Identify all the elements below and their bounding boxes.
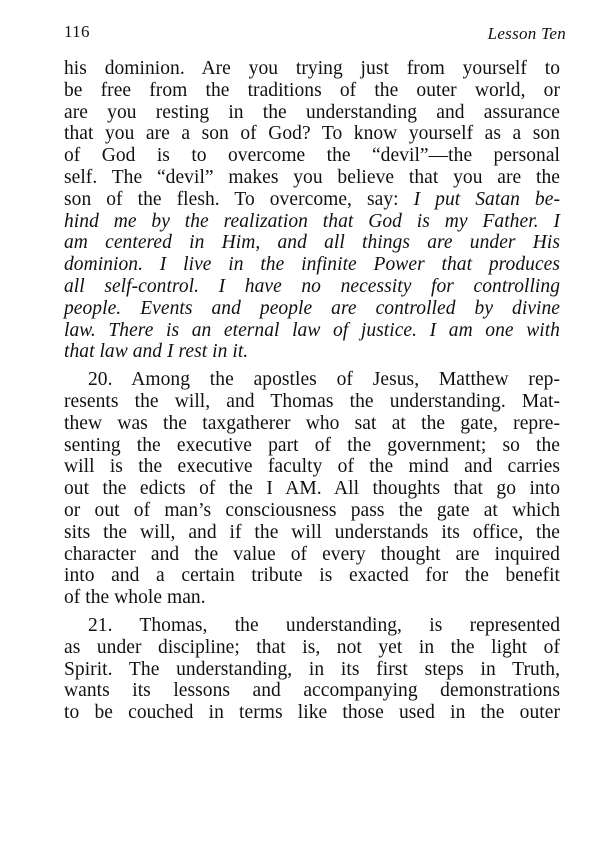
- text-line-italic: law. There is an eternal law of justice. I am one with: [64, 319, 560, 341]
- text-italic: I put Satan be-: [413, 188, 560, 210]
- text-line: thew was the taxgatherer who sat at the gate, repre-: [64, 412, 560, 434]
- text-line-italic: people. Events and people are controlled by divine: [64, 297, 560, 319]
- text-line: character and the value of every thought are inquired: [64, 543, 560, 565]
- text-line: 20. Among the apostles of Jesus, Matthew rep-: [88, 369, 560, 391]
- page-body: [64, 58, 560, 724]
- text-line: to be couched in terms like those used in the outer: [64, 702, 560, 724]
- text-line: self. The “devil” makes you believe that you are the: [64, 166, 560, 188]
- text-line: Spirit. The understanding, in its first steps in Truth,: [64, 658, 560, 680]
- text-line: are you resting in the understanding and assurance: [64, 101, 560, 123]
- text-line: wants its lessons and accompanying demonstrations: [64, 680, 560, 702]
- text-line: be free from the traditions of the outer world, or: [64, 79, 560, 101]
- text-roman: son of the flesh. To overcome, say:: [64, 188, 414, 210]
- text-line: resents the will, and Thomas the understanding. Mat-: [64, 390, 560, 412]
- text-line-italic: hind me by the realization that God is my Father. I: [64, 210, 560, 232]
- text-line: of the whole man.: [64, 587, 206, 609]
- text-line-italic: all self-control. I have no necessity for controlling: [64, 275, 560, 297]
- running-head: Lesson Ten: [487, 24, 566, 43]
- text-line-mixed: [64, 189, 560, 211]
- text-line: or out of man’s consciousness pass the gate at which: [64, 499, 560, 521]
- text-line: out the edicts of the I AM. All thoughts that go into: [64, 478, 560, 500]
- text-line: that you are a son of God? To know yourself as a son: [64, 123, 560, 145]
- text-line: his dominion. Are you trying just from yourself to: [64, 58, 560, 79]
- text-line: sits the will, and if the will understands its office, the: [64, 521, 560, 543]
- text-line: will is the executive faculty of the mind and carries: [64, 456, 560, 478]
- text-line-italic: dominion. I live in the infinite Power that produces: [64, 254, 560, 276]
- text-line: 21. Thomas, the understanding, is represented: [88, 614, 560, 636]
- text-line-italic: that law and I rest in it.: [64, 341, 249, 363]
- text-line: into and a certain tribute is exacted for the benefit: [64, 565, 560, 587]
- text-line: of God is to overcome the “devil”—the personal: [64, 145, 560, 167]
- text-line: as under discipline; that is, not yet in the light of: [64, 636, 560, 658]
- text-line-italic: am centered in Him, and all things are under His: [64, 232, 560, 254]
- text-line: senting the executive part of the government; so the: [64, 434, 560, 456]
- page-number: 116: [64, 22, 90, 41]
